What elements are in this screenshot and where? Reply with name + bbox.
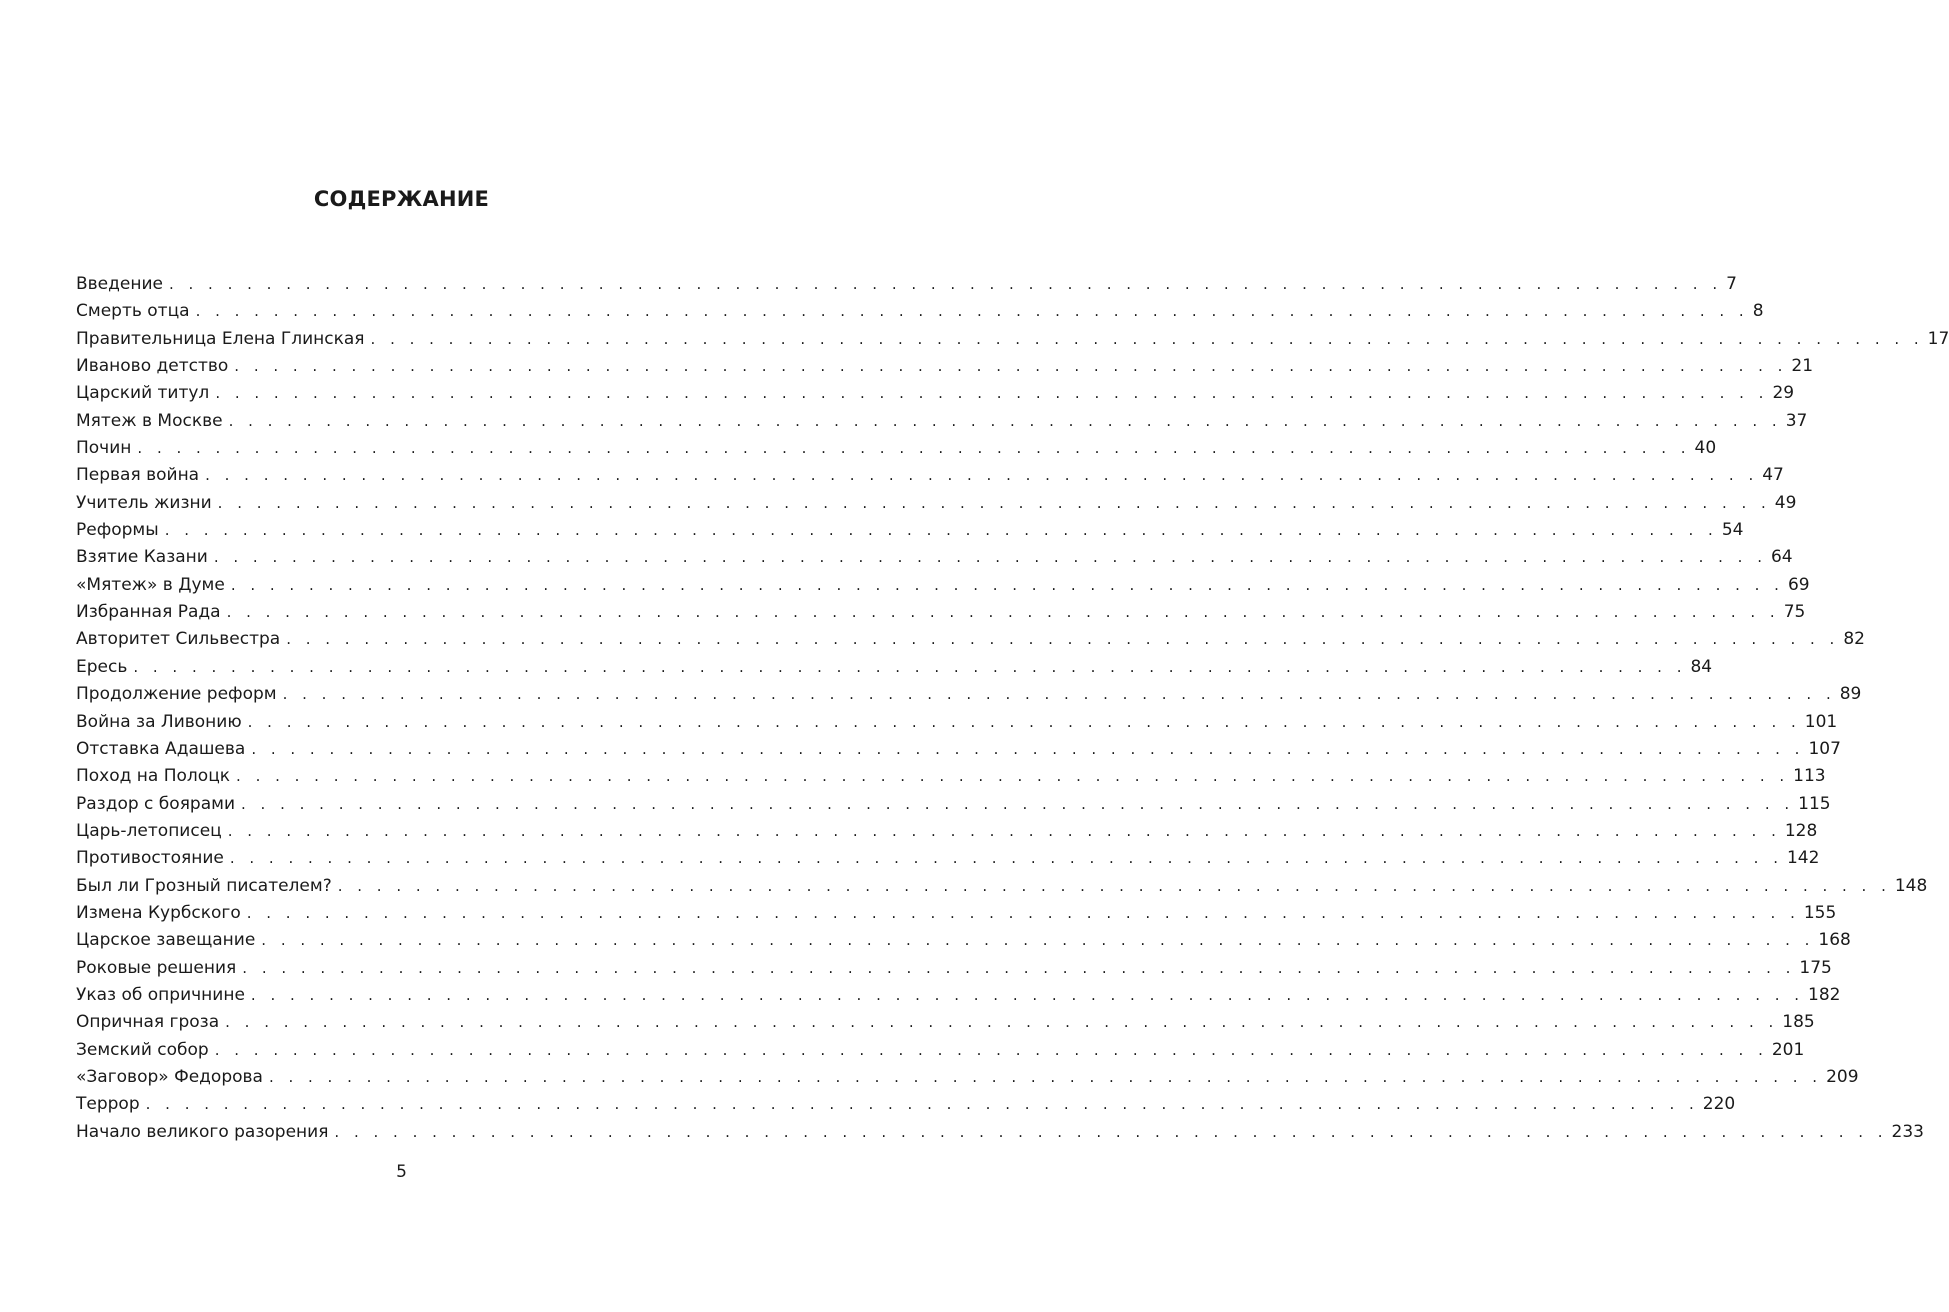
toc-entry [76, 353, 1814, 380]
toc-entry-page: 168 [1818, 930, 1851, 951]
toc-entry-title: Почин [76, 438, 132, 459]
toc-entry-page: 47 [1762, 465, 1784, 486]
toc-entry-page: 233 [1891, 1121, 1924, 1142]
toc-entry-title: Указ об опричнине [76, 984, 245, 1005]
toc-entry-title: Поход на Полоцк [76, 766, 231, 787]
toc-entry [76, 544, 1793, 571]
toc-entry [76, 818, 1818, 845]
toc-dot-leader: . . . . . . . . . . . . . . . . . . . . . . . . . . . . . . . . . . . . . . . . . . . . . . . . . . . . . . . . . . . . . . . . . . . . . . . . . . . . . . . . [370, 329, 1924, 348]
toc-entry-title: Земский собор [76, 1039, 209, 1060]
toc-entry-title: Реформы [76, 520, 159, 541]
toc-entry [76, 517, 1744, 544]
toc-entry-page: 8 [1752, 301, 1764, 322]
toc-entry-title: Взятие Казани [76, 547, 208, 568]
toc-entry [76, 271, 1737, 298]
toc-entry [76, 845, 1820, 872]
toc-entry-page: 17 [1927, 328, 1949, 349]
toc-entry [76, 599, 1806, 626]
toc-entry-page: 115 [1798, 793, 1831, 814]
toc-entry [76, 791, 1831, 818]
page-number: 5 [396, 1162, 407, 1182]
table-of-contents [76, 271, 1949, 1146]
toc-entry [76, 873, 1928, 900]
toc-entry-page: 21 [1791, 356, 1814, 377]
toc-entry-page: 89 [1839, 684, 1862, 705]
toc-entry-page: 220 [1702, 1094, 1736, 1115]
toc-entry-page: 142 [1786, 848, 1820, 869]
toc-entry-title: Террор [76, 1094, 140, 1115]
toc-entry-title: Учитель жизни [76, 492, 212, 513]
toc-entry [76, 380, 1795, 407]
toc-entry-page: 75 [1783, 602, 1806, 623]
toc-entry-page: 7 [1726, 274, 1737, 294]
toc-entry [76, 1037, 1805, 1064]
toc-dot-leader: . . . . . . . . . . . . . . . . . . . . . . . . . . . . . . . . . . . . . . . . . . . . . . . . . . . . . . . . . . . . . . . . . . . . . . . . . . . . . . . . [241, 794, 1795, 813]
toc-entry-title: Мятеж в Москве [76, 410, 223, 431]
toc-entry [76, 490, 1797, 517]
toc-entry [76, 1064, 1859, 1091]
toc-dot-leader: . . . . . . . . . . . . . . . . . . . . . . . . . . . . . . . . . . . . . . . . . . . . . . . . . . . . . . . . . . . . . . . . . . . . . . . . . . . . . . . . [250, 985, 1805, 1004]
toc-entry-page: 64 [1770, 547, 1793, 568]
toc-entry-page: 49 [1774, 492, 1797, 513]
toc-entry-title: Измена Курбского [76, 902, 241, 923]
toc-entry-page: 201 [1771, 1039, 1805, 1060]
toc-entry-title: «Заговор» Федорова [76, 1066, 263, 1087]
toc-dot-leader: . . . . . . . . . . . . . . . . . . . . . . . . . . . . . . . . . . . . . . . . . . . . . . . . . . . . . . . . . . . . . . . . . . . . . . . . . . . . . . . . [268, 1067, 1823, 1086]
toc-entry-title: «Мятеж» в Думе [76, 574, 225, 595]
toc-entry-page: 185 [1782, 1012, 1815, 1033]
toc-entry [76, 1009, 1815, 1036]
toc-entry-title: Был ли Грозный писателем? [76, 875, 332, 896]
toc-entry-title: Начало великого разорения [76, 1121, 329, 1142]
toc-entry [76, 326, 1949, 353]
toc-entry-title: Избранная Рада [76, 602, 221, 623]
toc-dot-leader: . . . . . . . . . . . . . . . . . . . . . . . . . . . . . . . . . . . . . . . . . . . . . . . . . . . . . . . . . . . . . . . . . . . . . . . . . . . . . . . . [217, 493, 1771, 512]
toc-entry [76, 927, 1851, 954]
toc-entry-page: 155 [1803, 902, 1837, 923]
toc-entry [76, 709, 1838, 736]
toc-dot-leader: . . . . . . . . . . . . . . . . . . . . . . . . . . . . . . . . . . . . . . . . . . . . . . . . . . . . . . . . . . . . . . . . . . . . . . . . . . . . . . . . [195, 302, 1749, 321]
toc-entry-page: 209 [1826, 1066, 1859, 1087]
toc-entry [76, 654, 1713, 681]
toc-dot-leader: . . . . . . . . . . . . . . . . . . . . . . . . . . . . . . . . . . . . . . . . . . . . . . . . . . . . . . . . . . . . . . . . . . . . . . . . . . . . . . . . [242, 958, 1796, 977]
toc-entry-title: Раздор с боярами [76, 793, 236, 814]
toc-dot-leader: . . . . . . . . . . . . . . . . . . . . . . . . . . . . . . . . . . . . . . . . . . . . . . . . . . . . . . . . . . . . . . . . . . . . . . . . . . . . . . . . [246, 903, 1800, 922]
toc-entry-page: 84 [1690, 656, 1713, 677]
toc-entry [76, 626, 1865, 653]
toc-entry-title: Введение [76, 274, 163, 294]
toc-entry-page: 113 [1793, 766, 1826, 787]
toc-entry [76, 900, 1837, 927]
toc-entry [76, 462, 1784, 489]
toc-entry-page: 101 [1804, 711, 1838, 732]
toc-entry [76, 1091, 1736, 1118]
toc-entry-title: Ересь [76, 656, 128, 677]
toc-entry [76, 955, 1832, 982]
toc-entry-page: 82 [1843, 629, 1865, 650]
toc-entry-title: Смерть отца [76, 301, 190, 322]
toc-entry-title: Царский титул [76, 383, 210, 404]
toc-entry-page: 29 [1772, 383, 1795, 404]
toc-entry [76, 435, 1717, 462]
toc-dot-leader: . . . . . . . . . . . . . . . . . . . . . . . . . . . . . . . . . . . . . . . . . . . . . . . . . . . . . . . . . . . . . . . . . . . . . . . . . . . . . . . . [261, 931, 1815, 950]
toc-entry [76, 408, 1808, 435]
toc-entry-title: Царское завещание [76, 930, 256, 951]
toc-entry [76, 982, 1841, 1009]
toc-dot-leader: . . . . . . . . . . . . . . . . . . . . . . . . . . . . . . . . . . . . . . . . . . . . . . . . . . . . . . . . . . . . . . . . . . . . . . . . . . . . . . . . [286, 630, 1840, 649]
toc-dot-leader: . . . . . . . . . . . . . . . . . . . . . . . . . . . . . . . . . . . . . . . . . . . . . . . . . . . . . . . . . . . . . . . . . . . . . . . . . . . . . . . . [337, 876, 1891, 895]
toc-entry [76, 736, 1841, 763]
toc-dot-leader: . . . . . . . . . . . . . . . . . . . . . . . . . . . . . . . . . . . . . . . . . . . . . . . . . . . . . . . . . . . . . . . . . . . . . . . . . . . . . . . . [282, 685, 1836, 704]
toc-entry-title: Опричная гроза [76, 1012, 220, 1033]
toc-entry-page: 182 [1808, 984, 1841, 1005]
toc-dot-leader: . . . . . . . . . . . . . . . . . . . . . . . . . . . . . . . . . . . . . . . . . . . . . . . . . . . . . . . . . . . . . . . . . . . . . . . . . . . . . . . . [230, 575, 1784, 594]
toc-dot-leader: . . . . . . . . . . . . . . . . . . . . . . . . . . . . . . . . . . . . . . . . . . . . . . . . . . . . . . . . . . . . . . . . . . . . . . . . . . . . . . . . [251, 739, 1805, 758]
toc-dot-leader: . . . . . . . . . . . . . . . . . . . . . . . . . . . . . . . . . . . . . . . . . . . . . . . . . . . . . . . . . . . . . . . . . . . . . . . . . . . . . . . . [215, 384, 1769, 403]
toc-entry [76, 1119, 1924, 1146]
toc-entry-title: Отставка Адашева [76, 738, 246, 759]
toc-entry-page: 69 [1787, 574, 1810, 595]
toc-entry-page: 54 [1721, 520, 1744, 541]
toc-dot-leader: . . . . . . . . . . . . . . . . . . . . . . . . . . . . . . . . . . . . . . . . . . . . . . . . . . . . . . . . . . . . . . . . . . . . . . . . . . . . . . . . [213, 548, 1767, 567]
toc-dot-leader: . . . . . . . . . . . . . . . . . . . . . . . . . . . . . . . . . . . . . . . . . . . . . . . . . . . . . . . . . . . . . . . . . . . . . . . . . . . . . . . . [228, 411, 1782, 430]
toc-entry-title: Продолжение реформ [76, 684, 277, 705]
toc-entry [76, 681, 1862, 708]
toc-entry-page: 148 [1894, 875, 1928, 896]
toc-entry-title: Иваново детство [76, 356, 229, 377]
toc-dot-leader: . . . . . . . . . . . . . . . . . . . . . . . . . . . . . . . . . . . . . . . . . . . . . . . . . . . . . . . . . . . . . . . . . . . . . . . . . . . . . . . . [247, 712, 1801, 731]
toc-entry [76, 298, 1764, 325]
toc-dot-leader: . . . . . . . . . . . . . . . . . . . . . . . . . . . . . . . . . . . . . . . . . . . . . . . . . . . . . . . . . . . . . . . . . . . . . . . . . . . . . . . . [227, 821, 1781, 840]
toc-dot-leader: . . . . . . . . . . . . . . . . . . . . . . . . . . . . . . . . . . . . . . . . . . . . . . . . . . . . . . . . . . . . . . . . . . . . . . . . . . . . . . . . [236, 767, 1790, 786]
toc-dot-leader: . . . . . . . . . . . . . . . . . . . . . . . . . . . . . . . . . . . . . . . . . . . . . . . . . . . . . . . . . . . . . . . . . . . . . . . . . . . . . . . . [164, 521, 1718, 540]
page-title: СОДЕРЖАНИЕ [313, 187, 490, 211]
toc-dot-leader: . . . . . . . . . . . . . . . . . . . . . . . . . . . . . . . . . . . . . . . . . . . . . . . . . . . . . . . . . . . . . . . . . . . . . . . . . . . . . . . . [214, 1040, 1768, 1059]
toc-entry-title: Первая война [76, 465, 200, 486]
toc-entry-page: 37 [1785, 410, 1808, 431]
toc-entry [76, 763, 1826, 790]
toc-dot-leader: . . . . . . . . . . . . . . . . . . . . . . . . . . . . . . . . . . . . . . . . . . . . . . . . . . . . . . . . . . . . . . . . . . . . . . . . . . . . . . . . [145, 1095, 1699, 1114]
toc-dot-leader: . . . . . . . . . . . . . . . . . . . . . . . . . . . . . . . . . . . . . . . . . . . . . . . . . . . . . . . . . . . . . . . . . . . . . . . . . . . . . . . . [226, 603, 1780, 622]
toc-entry-page: 40 [1694, 438, 1717, 459]
toc-dot-leader: . . . . . . . . . . . . . . . . . . . . . . . . . . . . . . . . . . . . . . . . . . . . . . . . . . . . . . . . . . . . . . . . . . . . . . . . . . . . . . . . [229, 849, 1783, 868]
toc-entry-page: 175 [1799, 957, 1832, 978]
toc-entry-title: Авторитет Сильвестра [76, 629, 281, 650]
toc-entry-title: Противостояние [76, 848, 224, 869]
toc-entry-page: 128 [1784, 820, 1818, 841]
toc-entry-title: Царь-летописец [76, 820, 222, 841]
toc-dot-leader: . . . . . . . . . . . . . . . . . . . . . . . . . . . . . . . . . . . . . . . . . . . . . . . . . . . . . . . . . . . . . . . . . . . . . . . . . . . . . . . . [225, 1013, 1779, 1032]
toc-entry-page: 107 [1808, 738, 1841, 759]
toc-dot-leader: . . . . . . . . . . . . . . . . . . . . . . . . . . . . . . . . . . . . . . . . . . . . . . . . . . . . . . . . . . . . . . . . . . . . . . . . . . . . . . . . [137, 439, 1691, 458]
toc-entry-title: Роковые решения [76, 957, 237, 978]
toc-dot-leader: . . . . . . . . . . . . . . . . . . . . . . . . . . . . . . . . . . . . . . . . . . . . . . . . . . . . . . . . . . . . . . . . . . . . . . . . . . . . . . . . [168, 275, 1723, 293]
toc-entry-title: Правительница Елена Глинская [76, 328, 365, 349]
toc-dot-leader: . . . . . . . . . . . . . . . . . . . . . . . . . . . . . . . . . . . . . . . . . . . . . . . . . . . . . . . . . . . . . . . . . . . . . . . . . . . . . . . . [234, 357, 1788, 376]
toc-entry-title: Война за Ливонию [76, 711, 242, 732]
toc-dot-leader: . . . . . . . . . . . . . . . . . . . . . . . . . . . . . . . . . . . . . . . . . . . . . . . . . . . . . . . . . . . . . . . . . . . . . . . . . . . . . . . . [334, 1122, 1888, 1141]
toc-dot-leader: . . . . . . . . . . . . . . . . . . . . . . . . . . . . . . . . . . . . . . . . . . . . . . . . . . . . . . . . . . . . . . . . . . . . . . . . . . . . . . . . [133, 657, 1687, 676]
toc-dot-leader: . . . . . . . . . . . . . . . . . . . . . . . . . . . . . . . . . . . . . . . . . . . . . . . . . . . . . . . . . . . . . . . . . . . . . . . . . . . . . . . . [205, 466, 1759, 485]
toc-entry [76, 572, 1810, 599]
